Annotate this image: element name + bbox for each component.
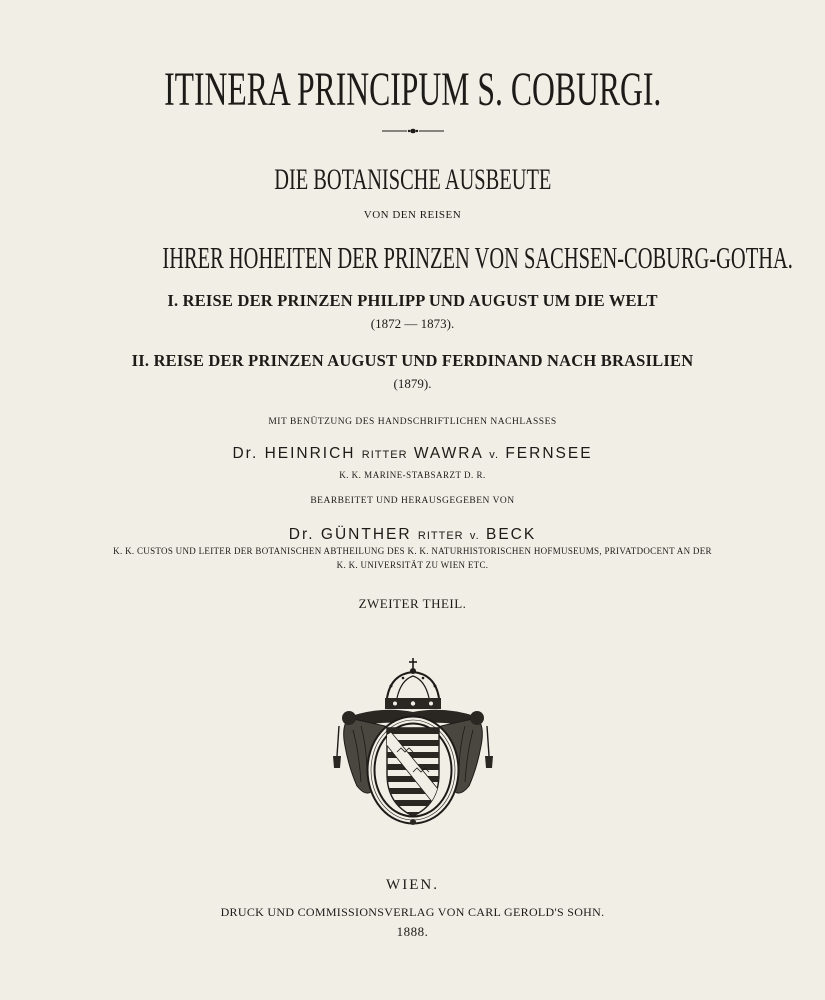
author-title: Dr. xyxy=(232,445,259,462)
editor-surname: BECK xyxy=(485,526,537,543)
editor-first-name: GÜNTHER xyxy=(320,526,412,543)
author-first-name: HEINRICH xyxy=(264,445,356,462)
publication-place: WIEN. xyxy=(386,877,439,893)
author-place: FERNSEE xyxy=(505,445,593,462)
editor-affiliation-2: K. K. UNIVERSITÄT ZU WIEN ETC. xyxy=(336,560,489,570)
editor-particle: v. xyxy=(469,530,480,542)
nachlass-note: MIT BENÜTZUNG DES HANDSCHRIFTLICHEN NACHLASSES xyxy=(268,417,557,427)
author-role: K. K. MARINE-STABSARZT D. R. xyxy=(339,470,486,480)
author-surname: WAWRA xyxy=(413,445,483,462)
journey-2-dates: (1879). xyxy=(393,376,432,391)
editor-affiliation-1: K. K. CUSTOS UND LEITER DER BOTANISCHEN ABTHEILUNG DES K. K. NATURHISTORISCHEN HOFMUSEUMS, PRIVATDOCENT AN DER xyxy=(113,546,712,556)
coburg-coat-of-arms-icon xyxy=(327,656,499,826)
von-den-reisen: VON DEN REISEN xyxy=(363,209,462,221)
editor-name xyxy=(0,526,825,544)
journey-2-title: II. REISE DER PRINZEN AUGUST UND FERDINAND NACH BRASILIEN xyxy=(131,351,694,370)
princes-line: IHRER HOHEITEN DER PRINZEN VON SACHSEN-COBURG-GOTHA. xyxy=(162,240,793,275)
subtitle: DIE BOTANISCHE AUSBEUTE xyxy=(273,163,552,196)
author-name xyxy=(0,445,825,463)
author-particle: v. xyxy=(489,449,500,461)
main-title: ITINERA PRINCIPUM S. COBURGI. xyxy=(163,63,662,116)
publication-year: 1888. xyxy=(396,924,429,939)
editor-title: Dr. xyxy=(288,526,315,543)
journey-1-dates: (1872 — 1873). xyxy=(370,316,455,331)
editor-ritter: RITTER xyxy=(417,530,464,542)
part-label: ZWEITER THEIL. xyxy=(358,596,467,611)
journey-1-title: I. REISE DER PRINZEN PHILIPP UND AUGUST UM DIE WELT xyxy=(167,291,658,310)
author-ritter: RITTER xyxy=(361,449,408,461)
edited-note: BEARBEITET UND HERAUSGEGEBEN VON xyxy=(310,496,515,506)
publisher: DRUCK UND COMMISSIONSVERLAG VON CARL GEROLD'S SOHN. xyxy=(220,905,605,919)
ornamental-rule-icon xyxy=(380,126,446,136)
